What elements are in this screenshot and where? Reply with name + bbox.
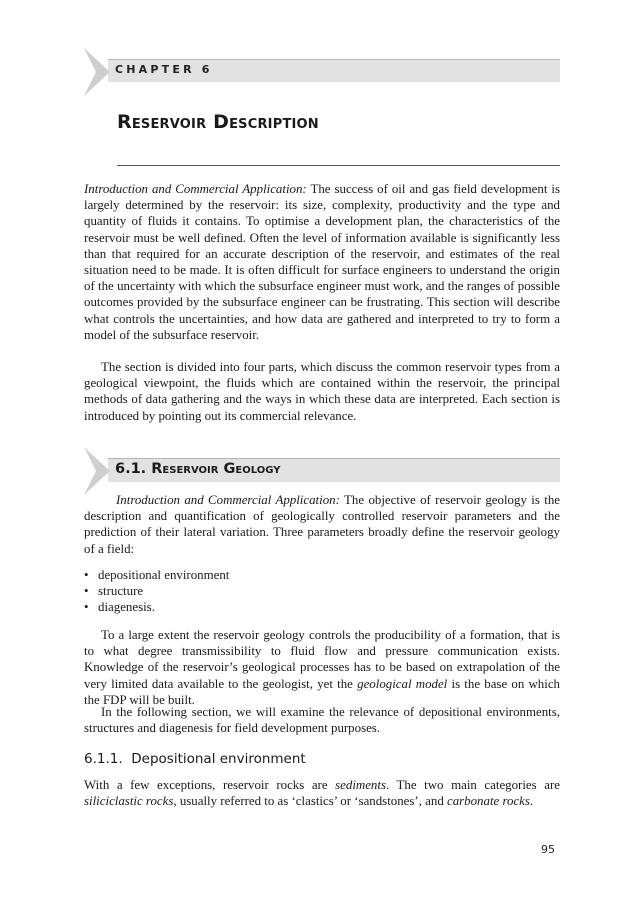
- section-intro-paragraph: [84, 492, 560, 557]
- intro-paragraph-2: The section is divided into four parts, which discuss the common reservoir types from a geological viewpoint, the fluids which are contained within the reservoir, the principal methods of data gathering and the ways in which these data are interpreted. Each section is introduced by pointing out its commercial relevance.: [84, 360, 560, 423]
- bullet-list: [84, 567, 229, 616]
- intro-paragraph: [84, 181, 560, 343]
- bullet-icon: •: [84, 568, 89, 582]
- subsection-number: 6.1.1.: [84, 751, 123, 767]
- page-number: 95: [541, 843, 555, 856]
- section-intro-lead: Introduction and Commercial Application:: [116, 493, 340, 507]
- section-title: [115, 461, 281, 477]
- subsection-paragraph: With a few exceptions, reservoir rocks are sediments. The two main categories are siliciclastic rocks, usually referred to as ‘clastics’ or ‘sandstones’, and carbonate rocks.: [84, 778, 560, 809]
- subsection-title-text: Depositional environment: [131, 751, 306, 767]
- intro-text: The success of oil and gas field development is largely determined by the reservoir: its size, complexity, productivity and the type and quantity of fluids it contains. To optimise a development plan, the characteristics of the reservoir must be well defined. Often the level of information available is significantly less than that required for an accurate description of the reservoir, and estimates of the real situation need to be made. It is often difficult for surface engineers to understand the origin of the uncertainty with which the subsurface engineer must work, and the ranges of possible outcomes provided by the subsurface engineer can be frustrating. This section will describe what controls the uncertainties, and how data are gathered and interpreted to try to form a model of the subsurface reservoir.: [84, 182, 560, 342]
- section-title-text: Reservoir Geology: [151, 461, 281, 477]
- intro-lead: Introduction and Commercial Application:: [84, 182, 307, 196]
- list-item: • diagenesis.: [84, 600, 155, 615]
- emphasis-geological-model: geological model: [357, 676, 448, 691]
- chapter-chevron-notch: [84, 48, 96, 96]
- chapter-title: Reservoir Description: [117, 111, 319, 133]
- section-chevron-notch: [84, 447, 96, 495]
- title-divider: [117, 165, 560, 166]
- section-number: 6.1.: [115, 461, 147, 477]
- subsection-title: [84, 751, 306, 767]
- list-item: • depositional environment: [84, 568, 230, 582]
- section-intro-text: The objective of reservoir geology is the description and quantification of geologically controlled reservoir parameters and the prediction of their lateral variation. Three parameters broadly define the reservoir geology of a field:: [84, 493, 560, 556]
- chapter-label: CHAPTER 6: [115, 63, 213, 76]
- bullet-icon: •: [84, 600, 89, 615]
- list-item: • structure: [84, 584, 144, 599]
- section-paragraph-2: To a large extent the reservoir geology controls the producibility of a formation, that is to what degree transmissibility to fluid flow and pressure communication exists. Knowledge of the reservoir’s geological processes has to be based on extrapolation of the very limited data available to the geologist, yet the geological model is the base on which the FDP will be built.: [84, 628, 560, 707]
- section-paragraph-3: In the following section, we will examine the relevance of depositional environments, structures and diagenesis for field development purposes.: [84, 705, 560, 736]
- bullet-icon: •: [84, 584, 89, 599]
